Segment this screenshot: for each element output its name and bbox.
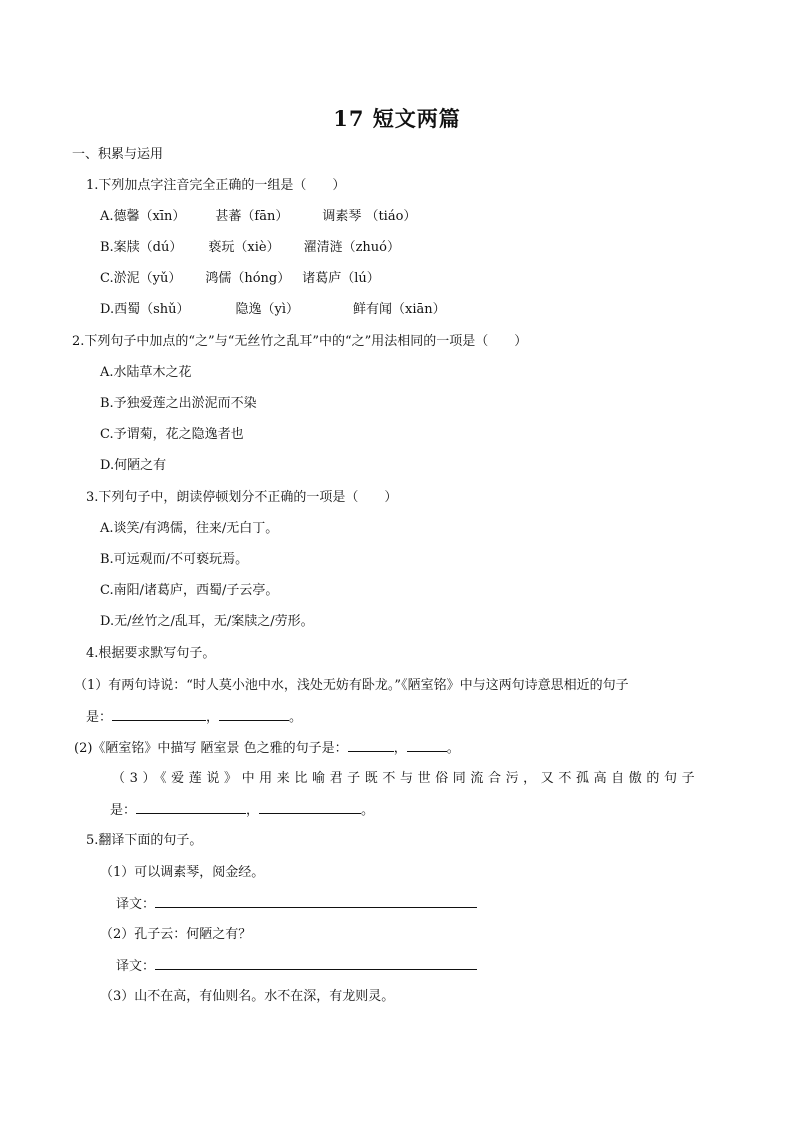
q5-sentence-1: （1）可以调素琴，阅金经。 (100, 865, 265, 880)
q1-stem: 1.下列加点字注音完全正确的一组是（ ） (86, 178, 346, 193)
answer-blank[interactable] (112, 708, 206, 721)
q4-part1-line2: 是： ， 。 (86, 710, 303, 725)
page-title: 17 短文两篇 (333, 106, 461, 131)
q2-option-b: B.予独爱莲之出淤泥而不染 (100, 396, 257, 411)
translation-blank[interactable] (155, 957, 477, 970)
q4-stem: 4.根据要求默写句子。 (86, 646, 216, 661)
q3-option-c: C.南阳/诸葛庐，西蜀/子云亭。 (100, 583, 279, 598)
answer-blank[interactable] (348, 739, 394, 752)
answer-blank[interactable] (136, 801, 246, 814)
q2-option-d: D.何陋之有 (100, 458, 167, 473)
q5-sentence-3: （3）山不在高，有仙则名。水不在深，有龙则灵。 (100, 989, 395, 1004)
q5-translation-2: 译文： (116, 957, 477, 976)
q4-part3-line1: （3）《爱莲说》中用来比喻君子既不与世俗同流合污，又不孤高自傲的句子 (112, 771, 700, 786)
q5-sentence-2: （2）孔子云：何陋之有？ (100, 927, 252, 942)
q2-stem: 2.下列句子中加点的“之”与“无丝竹之乱耳”中的“之”用法相同的一项是（ ） (72, 334, 528, 349)
q1-option-a: A.德馨（xīn） 甚蕃（fān） 调素琴 （tiáo） (100, 209, 417, 224)
q3-option-b: B.可远观而/不可亵玩焉。 (100, 552, 249, 567)
q4-part1-line1: （1）有两句诗说：“时人莫小池中水，浅处无妨有卧龙。”《陋室铭》中与这两句诗意思相近的句子 (74, 678, 629, 693)
section-heading: 一、积累与运用 (72, 147, 164, 162)
q1-option-b: B.案牍（dú） 亵玩（xiè） 濯清涟（zhuó） (100, 240, 400, 255)
q1-option-d: D.西蜀（shǔ） 隐逸（yì） 鲜有闻（xiān） (100, 302, 446, 317)
q5-stem: 5.翻译下面的句子。 (86, 833, 203, 848)
answer-blank[interactable] (259, 801, 361, 814)
translation-blank[interactable] (155, 895, 477, 908)
q4-part2: (2)《陋室铭》中描写 陋室景 色之雅的句子是： ， 。 (74, 741, 460, 756)
q4-part3-line2: 是： ， 。 (110, 803, 375, 818)
q5-translation-1: 译文： (116, 895, 477, 914)
q3-option-d: D.无/丝竹之/乱耳，无/案牍之/劳形。 (100, 614, 314, 629)
q1-option-c: C.淤泥（yǔ） 鸿儒（hóng） 诸葛庐（lú） (100, 271, 380, 286)
answer-blank[interactable] (407, 739, 447, 752)
q3-option-a: A.谈笑/有鸿儒，往来/无白丁。 (100, 521, 279, 536)
q3-stem: 3.下列句子中，朗读停顿划分不正确的一项是（ ） (86, 490, 398, 505)
q2-option-a: A.水陆草木之花 (100, 365, 192, 380)
q2-option-c: C.予谓菊，花之隐逸者也 (100, 427, 244, 442)
answer-blank[interactable] (219, 708, 289, 721)
